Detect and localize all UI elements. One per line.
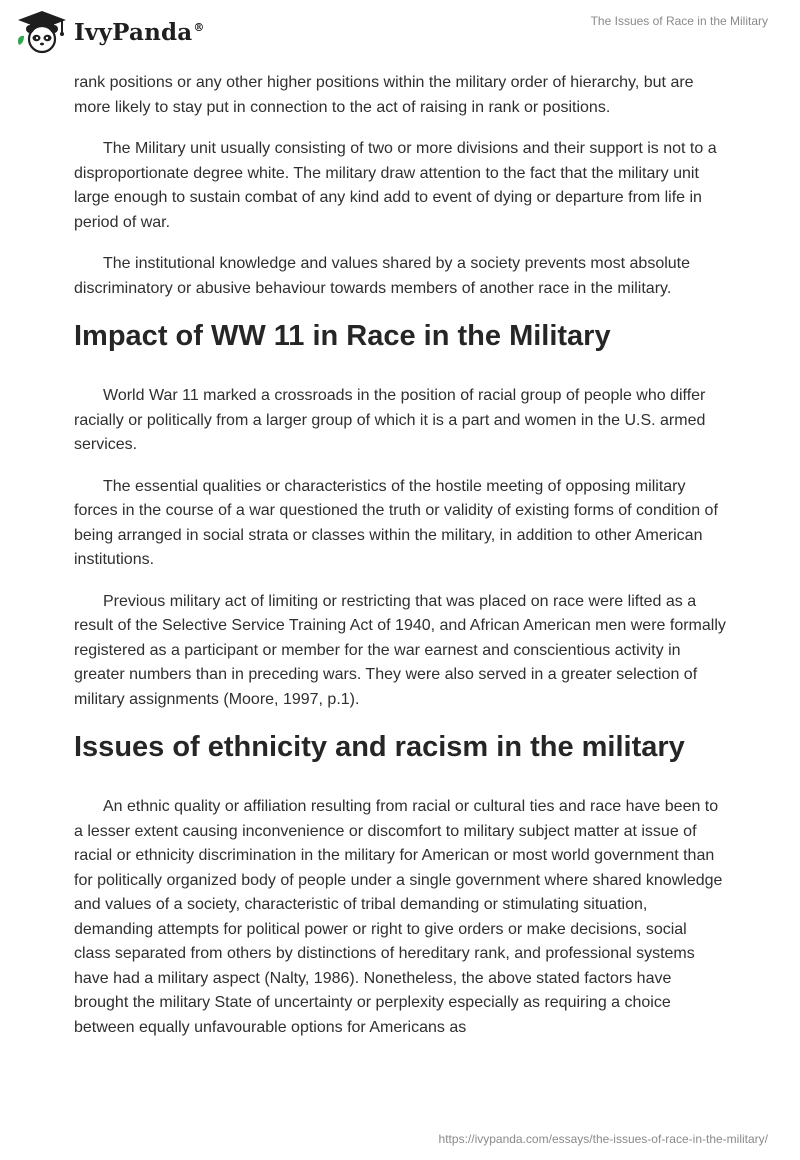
document-title: The Issues of Race in the Military: [590, 14, 768, 28]
logo-text: IvyPanda®: [74, 18, 205, 46]
paragraph: The Military unit usually consisting of two or more divisions and their support is not to a disproportionate degree white. The military draw attention to the fact that the military unit large enough to sustain combat of any kind add to event of dying or departure from life in period of war.: [74, 140, 717, 231]
paragraph: The essential qualities or characteristics of the hostile meeting of opposing military forces in the course of a war questioned the truth or validity of existing forms of condition of being arranged in social strata or classes within the military, in addition to other American institutions.: [74, 477, 718, 568]
section-heading-ww2: Impact of WW 11 in Race in the Military: [74, 320, 611, 352]
paragraph: An ethnic quality or affiliation resulting from racial or cultural ties and race have been to a lesser extent causing inconvenience or discomfort to military subject matter at issue of racial or ethnicity discrimination in the military for American or most world government than for politically organized body of people under a single government where shared knowledge and values of a society, characteristic of tribal demanding or stimulating situation, demanding attempts for political power or right to give orders or make decisions, social class separated from others by distinctions of hereditary rank, and professional systems have had a military aspect (Nalty, 1986). Nonetheless, the above stated factors have brought the military State of uncertainty or perplexity especially as requiring a choice between equally unfavourable options for Americans as: [74, 798, 723, 1036]
paragraph: Previous military act of limiting or restricting that was placed on race were lifted as a result of the Selective Service Training Act of 1940, and African American men were formally registered as a participant or member for the war earnest and conscientious activity in greater numbers than in preceding wars. They were also served in a greater selection of military assignments (Moore, 1997, p.1).: [74, 592, 726, 708]
paragraph: World War 11 marked a crossroads in the position of racial group of people who differ racially or politically from a larger group of which it is a part and women in the U.S. armed services.: [74, 387, 706, 453]
source-url-link[interactable]: https://ivypanda.com/essays/the-issues-of-race-in-the-military/: [438, 1132, 768, 1146]
section-heading-ethnicity: Issues of ethnicity and racism in the military: [74, 731, 685, 763]
panda-graduate-icon: [14, 9, 70, 55]
essay-body: [74, 71, 726, 1057]
page-header: [0, 0, 800, 70]
ivypanda-logo[interactable]: [14, 6, 205, 58]
paragraph: The institutional knowledge and values shared by a society prevents most absolute discriminatory or abusive behaviour towards members of another race in the military.: [74, 255, 691, 297]
paragraph: rank positions or any other higher positions within the military order of hierarchy, but are more likely to stay put in connection to the act of raising in rank or positions.: [74, 74, 694, 116]
